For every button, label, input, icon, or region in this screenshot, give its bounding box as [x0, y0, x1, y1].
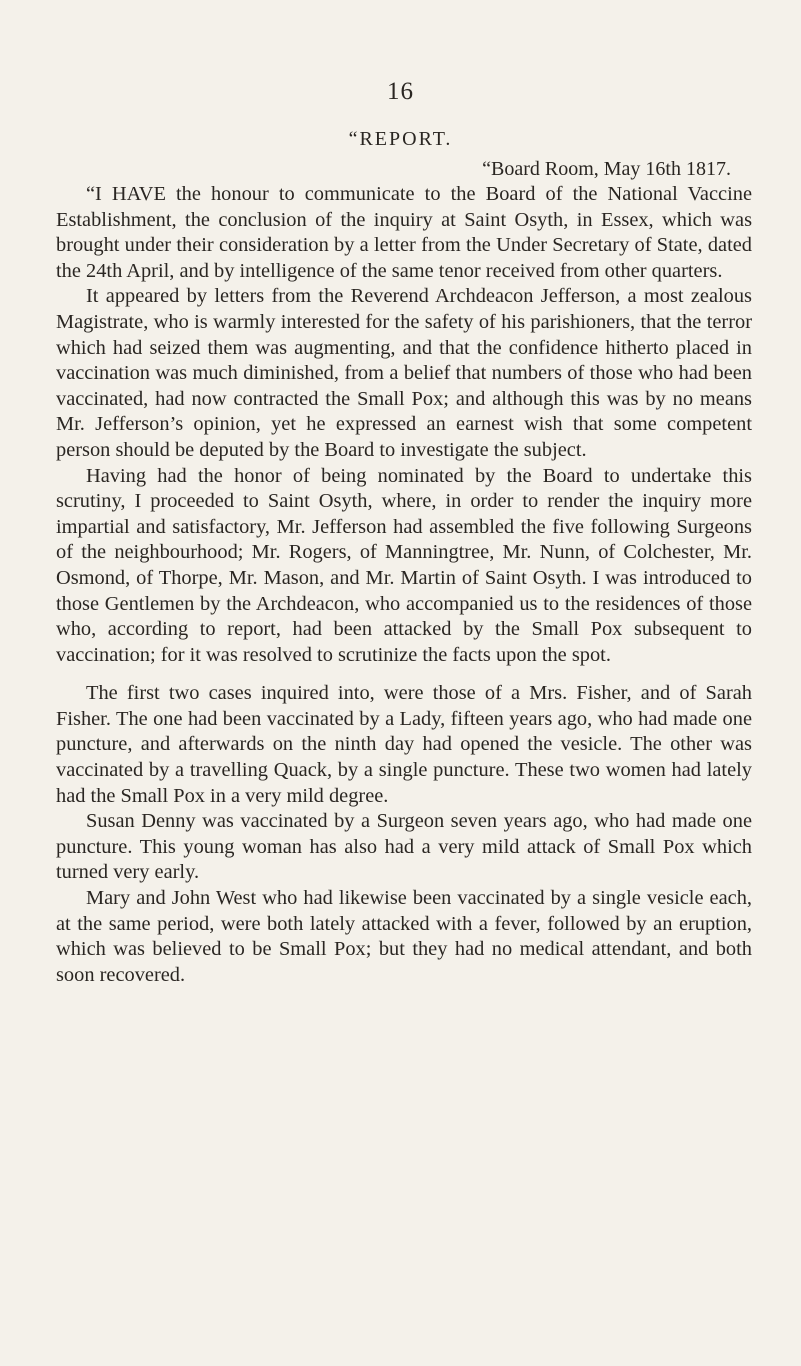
paragraph-1: “I HAVE the honour to communicate to the Board of the National Vaccine Establishment, the conclusion of the inquiry at Saint Osyth, in Essex, which was brought under their consideration by a letter from the Under Secretary of State, dated the 24th April, and by intelligence of the same tenor received from other quarters. — [56, 183, 752, 282]
report-heading: “REPORT. — [348, 128, 453, 150]
page-number: 16 — [387, 78, 414, 105]
paragraph-3: Having had the honor of being nominated by the Board to undertake this scrutiny, I proceeded to Saint Osyth, where, in order to render the inquiry more impartial and satisfactory, Mr. Jefferson had assembled the five following Surgeons of the neighbourhood; Mr. Rogers, of Manningtree, Mr. Nunn, of Colchester, Mr. Osmond, of Thorpe, Mr. Mason, and Mr. Martin of Saint Osyth. I was introduced to those Gentlemen by the Archdeacon, who accompanied us to the residences of those who, according to report, had been attacked by the Small Pox subsequent to vaccination; for it was resolved to scrutinize the facts upon the spot. — [56, 464, 752, 666]
report-body — [56, 182, 752, 988]
paragraph-2: It appeared by letters from the Reverend Archdeacon Jefferson, a most zealous Magistrate, who is warmly interested for the safety of his parishioners, that the terror which had seized them was augmenting, and that the confidence hitherto placed in vaccination was much diminished, from a belief that numbers of those who had been vaccinated, had now contracted the Small Pox; and although this was by no means Mr. Jefferson’s opinion, yet he expressed an earnest wish that some competent person should be deputed by the Board to investigate the subject. — [56, 285, 752, 461]
paragraph-6: Mary and John West who had likewise been vaccinated by a single vesicle each, at the same period, were both lately attacked with a fever, followed by an eruption, which was believed to be Small Pox; but they had no medical attendant, and both soon recovered. — [56, 887, 752, 986]
paragraph-5: Susan Denny was vaccinated by a Surgeon seven years ago, who had made one puncture. This young woman has also had a very mild attack of Small Pox which turned very early. — [56, 810, 752, 884]
dateline: “Board Room, May 16th 1817. — [482, 158, 731, 180]
paragraph-4: The first two cases inquired into, were those of a Mrs. Fisher, and of Sarah Fisher. The one had been vaccinated by a Lady, fifteen years ago, who had made one puncture, and afterwards on the ninth day had opened the vesicle. The other was vaccinated by a travelling Quack, by a single puncture. These two women had lately had the Small Pox in a very mild degree. — [56, 682, 752, 807]
